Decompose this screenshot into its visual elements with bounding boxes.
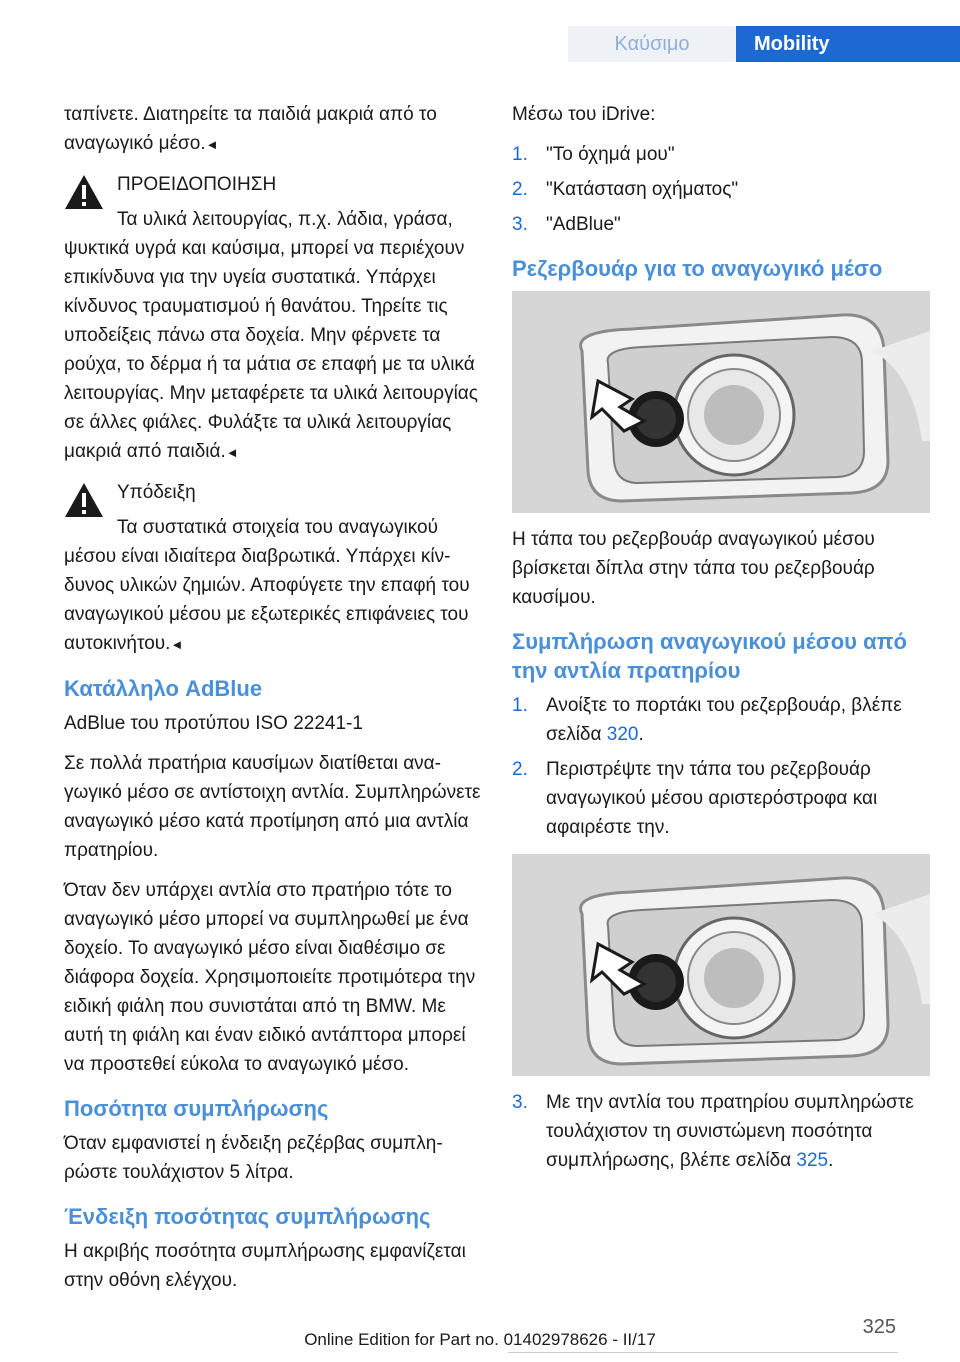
indicator-paragraph: Η ακριβής ποσότητα συμπλήρωσης εμφανίζεται στην οθόνη ελέγχου. (64, 1241, 466, 1291)
warning-title: ΠΡΟΕΙΔΟΠΟΙΗΣΗ (117, 174, 277, 195)
refill-steps (512, 691, 930, 842)
note-title: Υπόδειξη (117, 482, 196, 503)
list-number: 1. (512, 695, 528, 716)
list-item (512, 175, 930, 204)
list-text-end: . (638, 724, 644, 745)
idrive-intro: Μέσω του iDrive: (512, 104, 656, 125)
tank-cap-photo-2 (512, 854, 930, 1076)
intro-paragraph (64, 100, 482, 159)
tank-cap-photo (512, 291, 930, 513)
refill-steps-cont (512, 1088, 930, 1175)
note-body (64, 542, 482, 659)
page-number: 325 (862, 1316, 896, 1338)
heading-fill-indicator: Ένδειξη ποσότητας συμπλήρωσης (64, 1204, 431, 1229)
intro-text: ταπίνετε. Διατηρείτε τα παιδιά μακριά από το αναγωγικό μέσο. (64, 104, 437, 154)
page-link-320[interactable]: 320 (606, 724, 639, 745)
warning-text: ψυκτικά υγρά και καύσιμα, μπορεί να περιέχουν επικίνδυνα για την υγεία συστατικά. Υπάρχει κίνδυνος τραυματισμού ή θανάτου. Τηρείτε τις υποδείξεις πάνω στα δοχεία. Μην φέρνετε τα ρούχα, το δέρμα ή τα μάτια σε επαφή με τα υλικά λειτουργίας. Μην μεταφέρετε τα υλικά λειτουργίας σε άλλες φιάλες. Φυλάξτε τα υλικά λειτουργίας μακριά από παιδιά. (64, 238, 478, 462)
tab-mobility[interactable]: Mobility (736, 26, 960, 62)
heading-reductant-tank: Ρεζερβουάρ για το αναγωγικό μέσο (512, 256, 883, 281)
list-item (512, 140, 930, 169)
list-text: "Το όχημά μου" (546, 144, 675, 165)
warning-body (64, 234, 482, 467)
tab-fuel[interactable]: Καύσιμο (568, 26, 736, 62)
list-item (512, 691, 930, 749)
quantity-paragraph: Όταν εμφανιστεί η ένδειξη ρεζέρβας συμπληρώστε τουλάχιστον 5 λίτρα. (64, 1133, 443, 1183)
list-item (512, 1088, 930, 1175)
page-link-325[interactable]: 325 (796, 1150, 829, 1171)
list-text: "Κατάσταση οχήματος" (546, 179, 739, 200)
list-item (512, 210, 930, 239)
list-number: 1. (512, 144, 528, 165)
end-mark: ◄ (225, 445, 239, 460)
adblue-standard: AdBlue του προτύπου ISO 22241-1 (64, 713, 363, 734)
idrive-steps (512, 140, 930, 239)
warning-block-note (64, 478, 482, 659)
note-text: μέσου είναι ιδιαίτερα διαβρωτικά. Υπάρχει κίνδυνος υλικών ζημιών. Αποφύγετε την επαφή του αναγωγικού μέσου με εξωτερικές επιφάνειες του αυτοκινήτου. (64, 546, 470, 654)
heading-suitable-adblue: Κατάλληλο AdBlue (64, 676, 263, 701)
list-text: Με την αντλία του πρατηρίου συμπληρώστε τουλάχιστον τη συνιστώμενη ποσότητα συμπλήρωσης, βλέπε σελίδα (546, 1092, 914, 1171)
list-text: "AdBlue" (546, 214, 621, 235)
left-column (64, 100, 482, 1306)
footer-divider (508, 1352, 898, 1353)
right-column (512, 100, 930, 1187)
warning-triangle-icon (64, 482, 104, 518)
header-tabs (568, 26, 960, 62)
adblue-paragraph-1: Σε πολλά πρατήρια καυσίμων διατίθεται αναγωγικό μέσο σε αντίστοιχη αντλία. Συμπληρώνετε αναγωγικό μέσο κατά προτίμηση από μια αντλία πρατηρίου. (64, 753, 481, 861)
end-mark: ◄ (205, 137, 219, 152)
warning-lead: Τα υλικά λειτουργίας, π.χ. λάδια, γράσα, (117, 209, 453, 230)
list-number: 2. (512, 759, 528, 780)
list-item (512, 755, 930, 842)
list-number: 3. (512, 214, 528, 235)
warning-triangle-icon (64, 174, 104, 210)
list-number: 2. (512, 179, 528, 200)
heading-fill-quantity: Ποσότητα συμπλήρωσης (64, 1096, 329, 1121)
note-lead: Τα συστατικά στοιχεία του αναγωγικού (117, 517, 439, 538)
end-mark: ◄ (170, 637, 184, 652)
list-number: 3. (512, 1092, 528, 1113)
footer-edition: Online Edition for Part no. 01402978626 - II/17 (304, 1330, 656, 1349)
list-text-end: . (828, 1150, 834, 1171)
heading-refill-from-pump: Συμπλήρωση αναγωγικού μέσου από την αντλία πρατηρίου (512, 629, 907, 683)
list-text: Ανοίξτε το πορτάκι του ρεζερβουάρ, βλέπε σελίδα (546, 695, 902, 745)
warning-block-hazard (64, 170, 482, 467)
adblue-paragraph-2: Όταν δεν υπάρχει αντλία στο πρατήριο τότε το αναγωγικό μέσο μπορεί να συμπληρωθεί με ένα δοχείο. Το αναγωγικό μέσο είναι διαθέσιμο σε διάφορα δοχεία. Χρησιμοποιείτε προτιμότερα την ειδική φιάλη που συνιστάται από τη BMW. Με αυτή τη φιάλη και έναν ειδικό αντάπτορα μπορεί να προστεθεί εύκολα το αναγωγικό μέσο. (64, 880, 476, 1075)
list-text: Περιστρέψτε την τάπα του ρεζερβουάρ αναγωγικού μέσου αριστερόστροφα και αφαιρέστε την. (546, 759, 878, 838)
tank-paragraph: Η τάπα του ρεζερβουάρ αναγωγικού μέσου βρίσκεται δίπλα στην τάπα του ρεζερβουάρ καυσίμου. (512, 529, 875, 608)
